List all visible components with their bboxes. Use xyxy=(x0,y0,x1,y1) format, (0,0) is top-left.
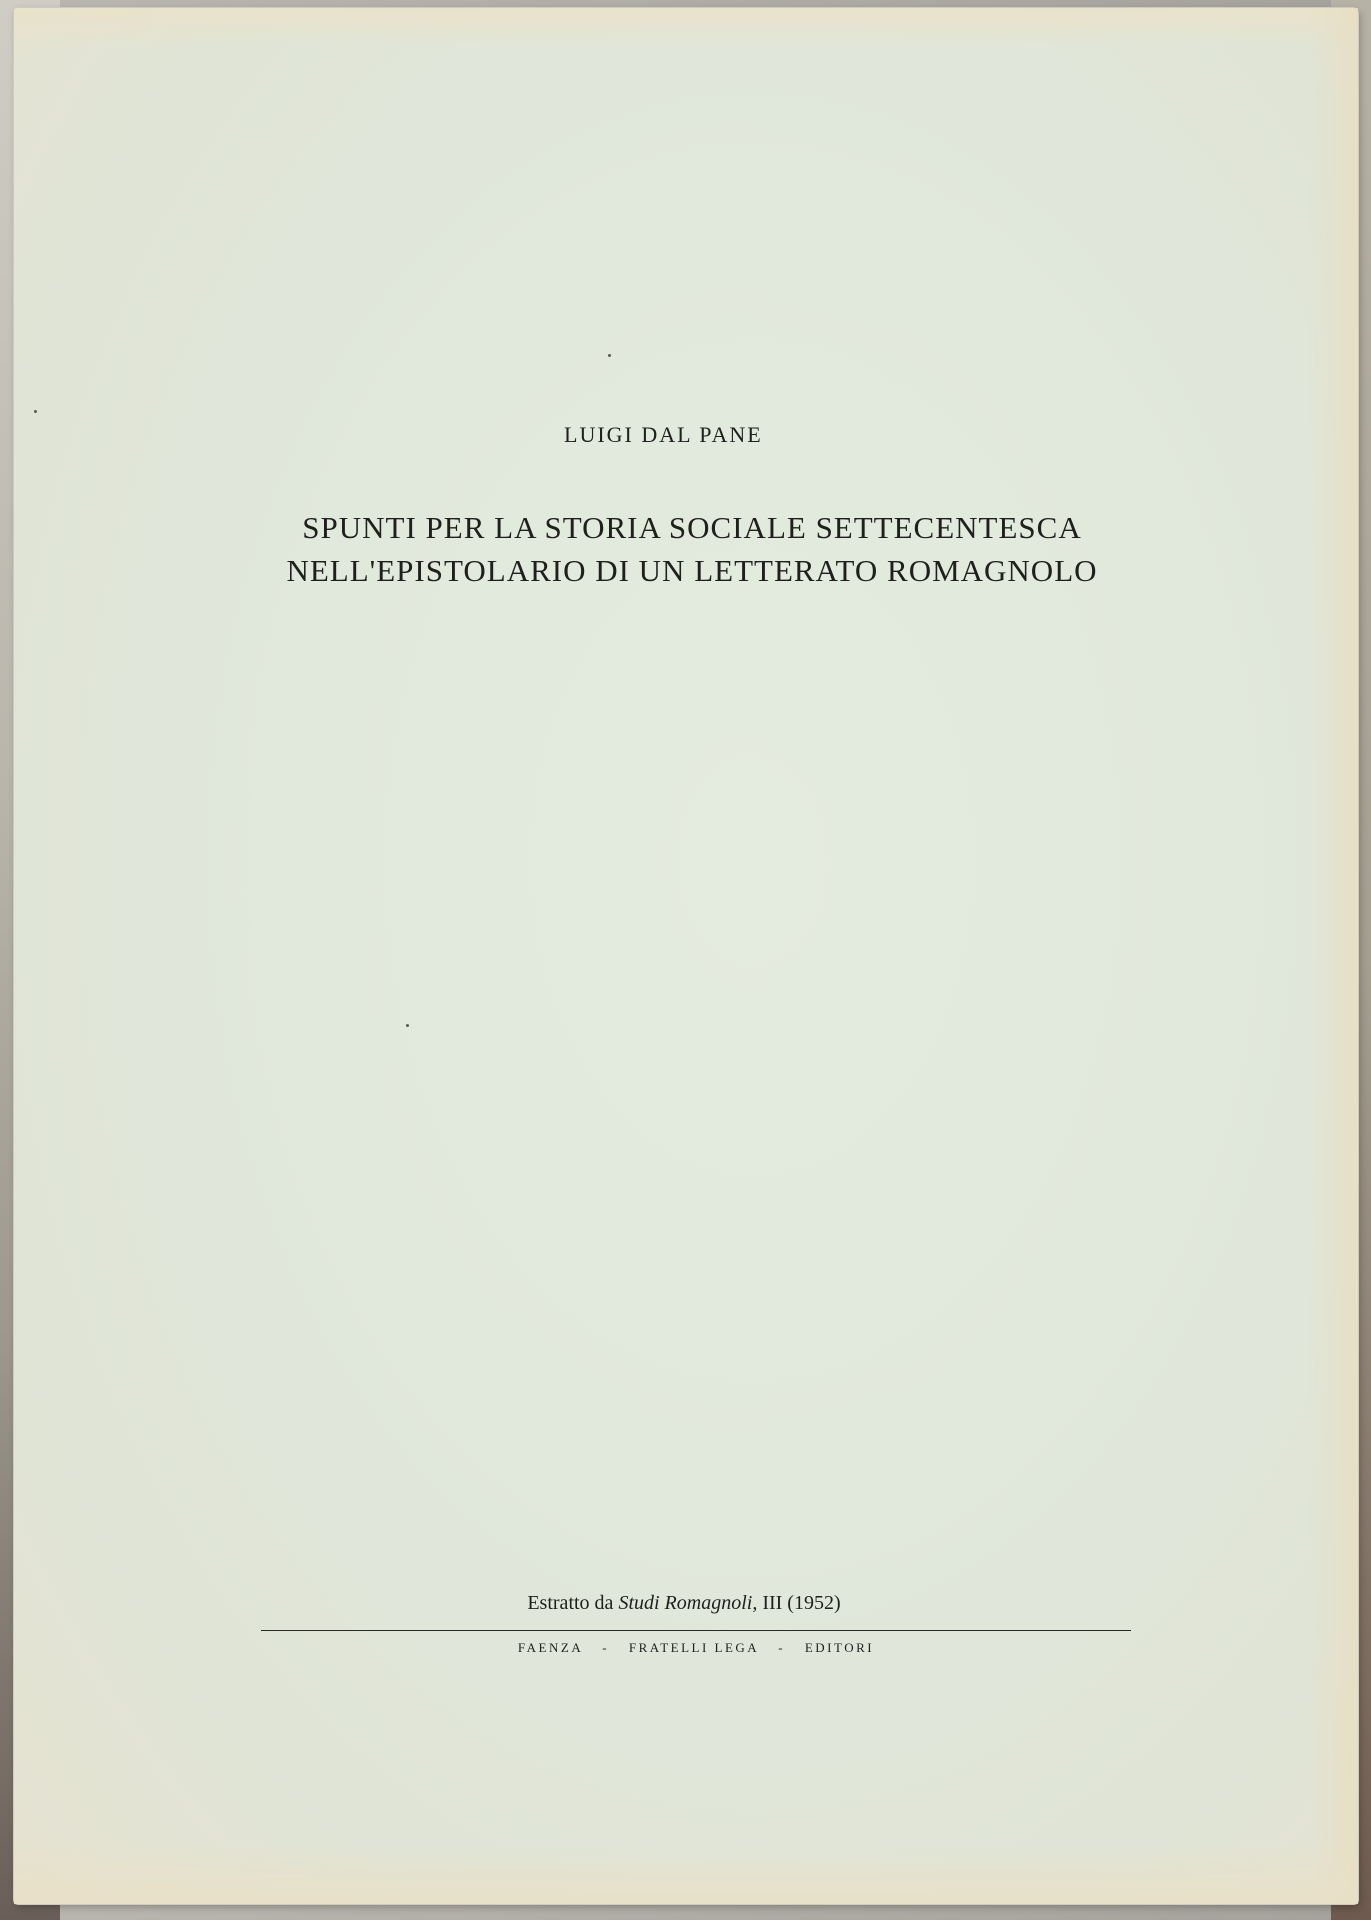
booklet-cover xyxy=(14,8,1358,1904)
publisher-name: FRATELLI LEGA xyxy=(628,1640,759,1655)
publisher-separator: - xyxy=(602,1640,610,1655)
publisher-separator: - xyxy=(778,1640,786,1655)
offprint-note xyxy=(394,1592,974,1615)
book-title xyxy=(242,506,1142,592)
offprint-prefix: Estratto da xyxy=(527,1592,614,1614)
publisher-role: EDITORI xyxy=(804,1640,875,1655)
cover-bottom-edge xyxy=(14,1844,1358,1904)
paper-speck xyxy=(608,354,611,357)
publisher-city: FAENZA xyxy=(517,1640,583,1655)
title-line-1: SPUNTI PER LA STORIA SOCIALE SETTECENTESCA xyxy=(302,510,1082,545)
publisher-line xyxy=(261,1640,1131,1656)
journal-name: Studi Romagnoli, xyxy=(618,1592,758,1614)
paper-speck xyxy=(34,410,37,413)
paper-speck xyxy=(406,1024,409,1027)
cover-top-edge xyxy=(14,8,1358,48)
volume-year: III (1952) xyxy=(762,1592,841,1614)
author-name: LUIGI DAL PANE xyxy=(564,422,763,447)
cover-right-edge xyxy=(1308,8,1358,1904)
title-line-2: NELL'EPISTOLARIO DI UN LETTERATO ROMAGNOLO xyxy=(286,553,1098,588)
divider-rule xyxy=(261,1630,1131,1631)
